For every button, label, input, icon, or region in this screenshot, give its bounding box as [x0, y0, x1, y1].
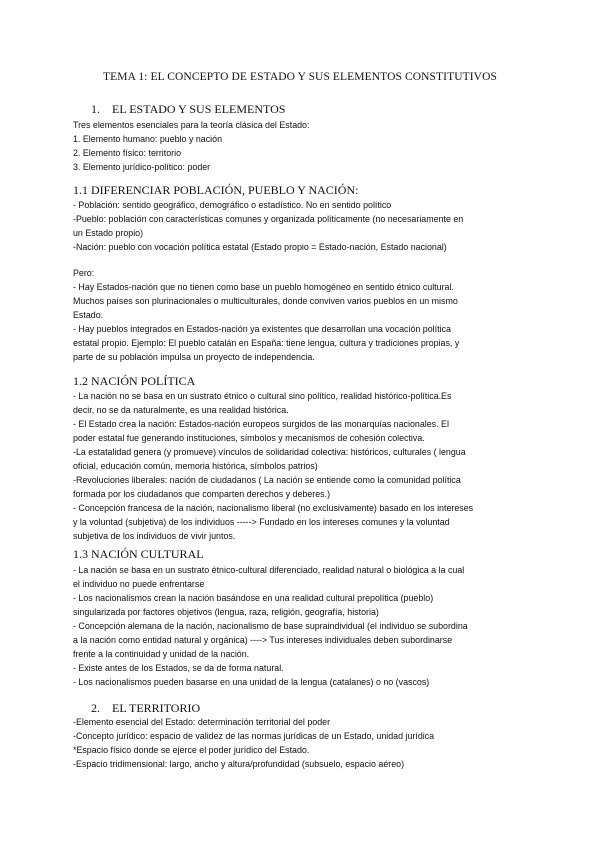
section-2-heading	[91, 701, 200, 716]
text-line: el individuo no puede enfrentarse	[73, 579, 205, 589]
section-1-title: EL ESTADO Y SUS ELEMENTOS	[112, 102, 286, 116]
text-line: Tres elementos esenciales para la teoría clásica del Estado:	[73, 120, 310, 130]
text-line: *Espacio físico donde se ejerce el poder jurídico del Estado.	[73, 745, 310, 755]
text-line: -Revoluciones liberales: nación de ciudadanos ( La nación se entiende como la comunidad política	[73, 475, 461, 485]
text-line: singularizada por factores objetivos (lengua, raza, religión, geografía, historia)	[73, 607, 379, 617]
section-1-heading	[91, 102, 285, 117]
text-line: y la voluntad (subjetiva) de los individuos -----> Fundado en los intereses comunes y la voluntad	[73, 517, 450, 527]
section-1-3-heading: 1.3 NACIÓN CULTURAL	[73, 547, 204, 561]
section-1-body	[73, 118, 528, 174]
text-line: - Hay pueblos integrados en Estados-nación ya existentes que desarrollan una vocación política	[73, 324, 451, 334]
text-line: - El Estado crea la nación: Estados-nación europeos surgidos de las monarquías nacionales. El	[73, 419, 449, 429]
text-line: -Elemento esencial del Estado: determinación territorial del poder	[73, 717, 331, 727]
text-line: 1. Elemento humano: pueblo y nación	[73, 134, 223, 144]
text-line: - Población: sentido geográfico, demográfico o estadístico. No en sentido político	[73, 200, 392, 210]
document-title: TEMA 1: EL CONCEPTO DE ESTADO Y SUS ELEMENTOS CONSTITUTIVOS	[103, 71, 497, 83]
text-line: 3. Elemento jurídico-político: poder	[73, 162, 211, 172]
text-line: formada por los ciudadanos que comparten derechos y deberes.)	[73, 489, 331, 499]
text-line: frente a la continuidad y unidad de la nación.	[73, 649, 250, 659]
text-line: un Estado propio)	[73, 228, 144, 238]
text-line: poder estatal fue generando instituciones, símbolos y mecanismos de cohesión colectiva.	[73, 433, 425, 443]
text-line: decir, no se da naturalmente, es una realidad histórica.	[73, 405, 289, 415]
section-2-number: 2.	[91, 701, 100, 715]
text-line: -Pueblo: población con características comunes y organizada políticamente (no necesariamente en	[73, 214, 464, 224]
section-1-1-heading: 1.1 DIFERENCIAR POBLACIÓN, PUEBLO Y NACIÓN:	[73, 183, 359, 197]
text-line: a la nación como entidad natural y orgánica) ----> Tus intereses individuales deben subordinarse	[73, 635, 453, 645]
text-line: -La estatalidad genera (y promueve) vínculos de solidaridad colectiva: históricos, culturales ( lengua	[73, 447, 466, 457]
section-1-1-body-continued	[73, 266, 528, 364]
text-line: Pero:	[73, 268, 95, 278]
text-line: 2. Elemento físico: territorio	[73, 148, 182, 158]
text-line: estatal propio. Ejemplo: El pueblo catalán en España: tiene lengua, cultura y tradiciones propias, y	[73, 338, 460, 348]
text-line: subjetiva de los individuos de vivir juntos.	[73, 531, 236, 541]
section-1-3-body	[73, 563, 528, 689]
text-line: - Hay Estados-nación que no tienen como base un pueblo homogéneo en sentido étnico cultural.	[73, 282, 454, 292]
section-1-1-body	[73, 198, 528, 254]
section-2-body	[73, 715, 528, 771]
text-line: - Concepción alemana de la nación, nacionalismo de base supraindividual (el individuo se subordina	[73, 621, 468, 631]
section-1-2-body	[73, 389, 528, 543]
text-line: -Nación: pueblo con vocación política estatal (Estado propio = Estado-nación, Estado nacional)	[73, 242, 447, 252]
text-line: - La nación no se basa en un sustrato étnico o cultural sino político, realidad histórico-política.Es	[73, 391, 452, 401]
text-line: parte de su población impulsa un proyecto de independencia.	[73, 352, 315, 362]
section-1-2-heading: 1.2 NACIÓN POLÍTICA	[73, 374, 196, 388]
text-line: - La nación se basa en un sustrato étnico-cultural diferenciado, realidad natural o biológica a la cual	[73, 565, 465, 575]
text-line: - Los nacionalismos pueden basarse en una unidad de la lengua (catalanes) o no (vascos)	[73, 677, 430, 687]
text-line: - Los nacionalismos crean la nación basándose en una realidad cultural prepolítica (pueblo)	[73, 593, 434, 603]
text-line: -Espacio tridimensional: largo, ancho y altura/profundidad (subsuelo, espacio aéreo)	[73, 759, 405, 769]
text-line: oficial, educación común, memoria histórica, símbolos patrios)	[73, 461, 318, 471]
text-line: - Concepción francesa de la nación, nacionalismo liberal (no exclusivamente) basado en los intereses	[73, 503, 474, 513]
text-line: Estado.	[73, 310, 104, 320]
text-line: - Existe antes de los Estados, se da de forma natural.	[73, 663, 284, 673]
text-line: Muchos países son plurinacionales o multiculturales, donde conviven varios pueblos en un mismo	[73, 296, 458, 306]
text-line: -Concepto jurídico: espacio de validez de las normas jurídicas de un Estado, unidad jurídica	[73, 731, 435, 741]
section-1-number: 1.	[91, 102, 100, 116]
section-2-title: EL TERRITORIO	[112, 701, 201, 715]
